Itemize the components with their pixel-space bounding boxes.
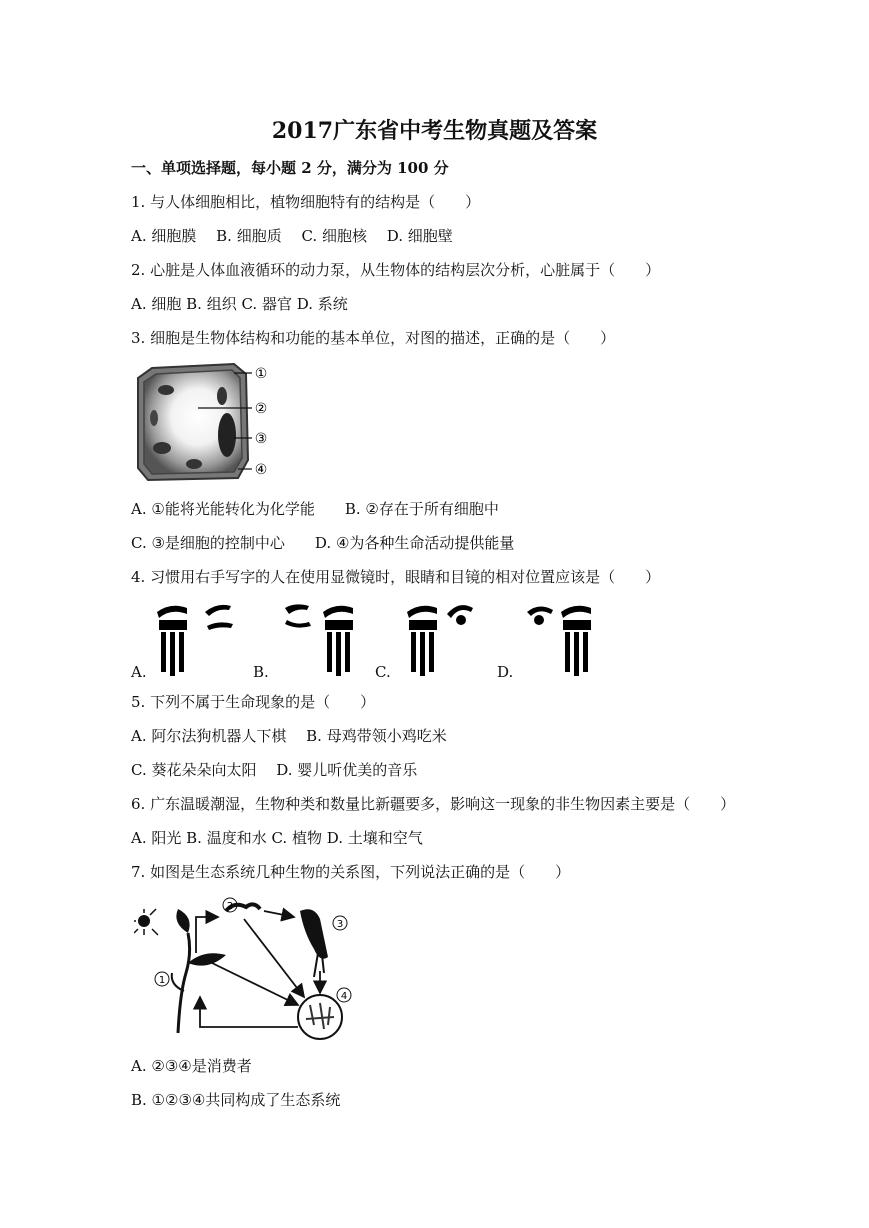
question-1-options: A. 细胞膜 B. 细胞质 C. 细胞核 D. 细胞壁 xyxy=(131,227,453,245)
svg-text:2: 2 xyxy=(226,901,234,912)
document-title: 2017广东省中考生物真题及答案 xyxy=(271,118,598,144)
question-5-options-cd: C. 葵花朵朵向太阳 D. 婴儿听优美的音乐 xyxy=(131,761,418,779)
section-heading: 一、单项选择题，每小题 2 分，满分为 100 分 xyxy=(131,159,449,177)
svg-text:4: 4 xyxy=(340,991,348,1002)
cell-label-1: ① xyxy=(254,366,268,382)
q4-option-d-label: D. xyxy=(497,663,514,681)
q4-option-b-label: B. xyxy=(253,663,269,681)
question-3-options-ab: A. ①能将光能转化为化学能 B. ②存在于所有细胞中 xyxy=(131,500,499,518)
cell-label-4: ④ xyxy=(254,462,268,478)
question-5-options-ab: A. 阿尔法狗机器人下棋 B. 母鸡带领小鸡吃米 xyxy=(131,727,447,745)
question-3: 3. 细胞是生物体结构和功能的基本单位，对图的描述，正确的是（ ） xyxy=(131,329,616,347)
svg-text:1: 1 xyxy=(158,975,166,986)
microscope-eye-options-figure xyxy=(131,598,601,682)
question-2: 2. 心脏是人体血液循环的动力泵，从生物体的结构层次分析，心脏属于（ ） xyxy=(131,261,661,279)
svg-text:3: 3 xyxy=(336,919,344,930)
question-7-option-b: B. ①②③④共同构成了生态系统 xyxy=(131,1091,341,1109)
question-7: 7. 如图是生态系统几种生物的关系图，下列说法正确的是（ ） xyxy=(131,863,571,881)
question-6: 6. 广东温暖潮湿，生物种类和数量比新疆要多，影响这一现象的非生物因素主要是（ ） xyxy=(131,795,736,813)
question-4: 4. 习惯用右手写字的人在使用显微镜时，眼睛和目镜的相对位置应该是（ ） xyxy=(131,568,661,586)
question-6-options: A. 阳光 B. 温度和水 C. 植物 D. 土壤和空气 xyxy=(131,829,423,847)
ecosystem-relationship-figure xyxy=(134,893,356,1043)
q4-option-c-label: C. xyxy=(375,663,391,681)
cell-label-2: ② xyxy=(254,401,268,417)
cell-label-3: ③ xyxy=(254,431,268,447)
question-1: 1. 与人体细胞相比，植物细胞特有的结构是（ ） xyxy=(131,193,481,211)
sun-icon xyxy=(138,915,150,927)
question-2-options: A. 细胞 B. 组织 C. 器官 D. 系统 xyxy=(131,295,348,313)
q4-option-a-label: A. xyxy=(131,663,147,681)
question-3-options-cd: C. ③是细胞的控制中心 D. ④为各种生命活动提供能量 xyxy=(131,534,515,552)
plant-cell-figure xyxy=(134,360,274,484)
question-5: 5. 下列不属于生命现象的是（ ） xyxy=(131,693,376,711)
question-7-option-a: A. ②③④是消费者 xyxy=(131,1057,252,1075)
